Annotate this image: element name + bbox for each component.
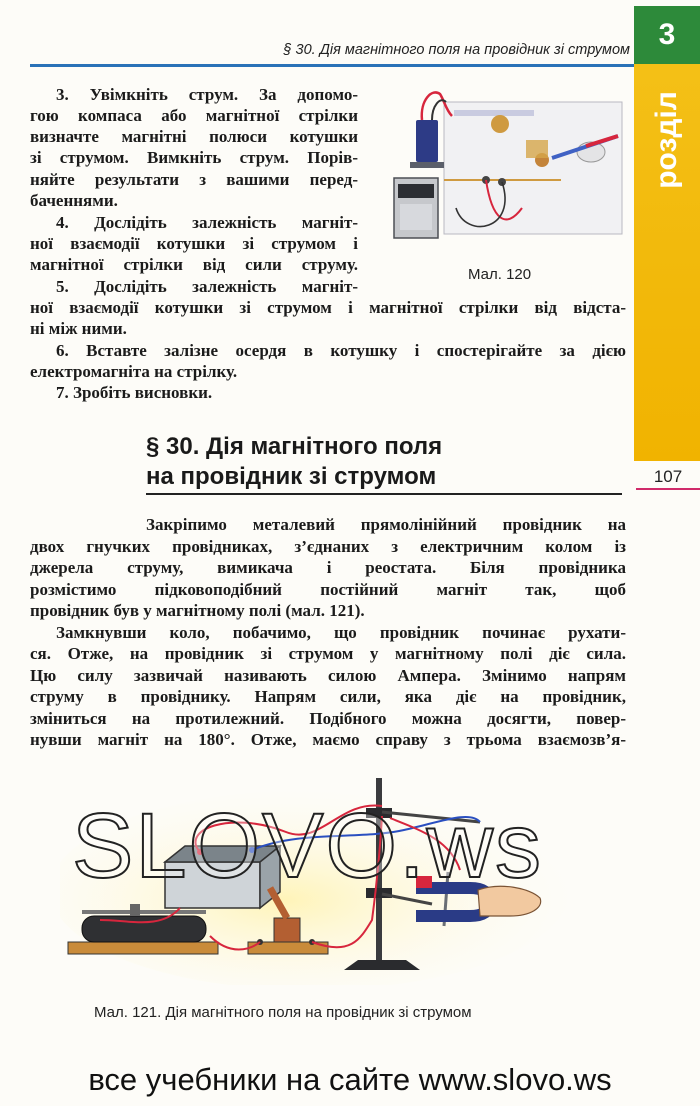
chapter-number: 3 — [634, 6, 700, 64]
paragraph-line-5: провідник був у магнітному полі (мал. 121). — [30, 601, 365, 620]
task-line-9: магнітної стрілки від сили струму. — [30, 255, 358, 274]
paragraph-line-8: Цю силу зазвичай називають силою Ампера. Змінимо напрям — [30, 666, 626, 685]
task-line-14: електромагніта на стрілку. — [30, 362, 238, 381]
figure-120-caption: Мал. 120 — [468, 266, 532, 283]
paragraph-line-7: ся. Отже, на провідник зі струмом у магнітному полі діє сила. — [30, 644, 626, 663]
task-line-15: 7. Зробіть висновки. — [56, 383, 213, 402]
chapter-word: розділ — [650, 91, 684, 189]
task-line-8: ної взаємодії котушки зі струмом і — [30, 234, 358, 253]
task-line-7: 4. Дослідіть залежність магніт- — [56, 213, 358, 232]
watermark-footer: все учебники на сайте www.slovo.ws — [88, 1062, 612, 1097]
paragraph-line-9: струму в провіднику. Напрям сили, яка діє на провідник, — [30, 687, 626, 706]
task-line-5: няйте результати з вашими перед- — [30, 170, 358, 189]
paragraph-line-11: нувши магніт на 180°. Отже, маємо справу з трьома взаємозв’я- — [30, 730, 626, 749]
task-line-3: визначте магнітні полюси котушки — [30, 127, 358, 146]
task-line-1: 3. Увімкніть струм. За допомо- — [56, 85, 358, 104]
paragraph-line-6: Замкнувши коло, побачимо, що провідник починає рухати- — [56, 623, 626, 642]
task-line-4: зі струмом. Вимкніть струм. Порів- — [30, 148, 358, 167]
paragraph-line-2: двох гнучких провідниках, з’єднаних з електричним колом із — [30, 537, 626, 556]
section-title-line-2: на провідник зі струмом — [146, 463, 437, 490]
task-line-6: баченнями. — [30, 191, 118, 210]
task-line-13: 6. Вставте залізне осердя в котушку і спостерігайте за дією — [56, 341, 626, 360]
section-title-line-1: § 30. Дія магнітного поля — [146, 433, 443, 460]
task-line-10: 5. Дослідіть залежність магніт- — [56, 277, 358, 296]
task-line-12: ні між ними. — [30, 319, 127, 338]
rheostat-icon — [68, 904, 218, 954]
paragraph-line-1: Закріпимо металевий прямолінійний провідник на — [146, 515, 626, 534]
page-number-rule — [636, 488, 700, 490]
header-rule — [30, 64, 634, 67]
task-line-2: гою компаса або магнітної стрілки — [30, 106, 358, 125]
figure-121-caption: Мал. 121. Дія магнітного поля на провідник зі струмом — [94, 1004, 472, 1021]
section-title-rule — [146, 493, 622, 495]
paragraph-line-4: розмістимо підковоподібний постійний магніт так, щоб — [30, 580, 626, 599]
page-number: 107 — [653, 467, 683, 486]
running-title: § 30. Дія магнітного поля на провідник зі струмом — [283, 42, 630, 58]
chapter-word-container — [634, 70, 700, 210]
section-title — [146, 432, 626, 492]
paragraph-line-10: зміниться на протилежний. Подібного можна досягти, повер- — [30, 709, 626, 728]
figure-120-photo — [386, 80, 626, 260]
paragraph-line-3: джерела струму, вимикача і реостата. Біля провідника — [30, 558, 626, 577]
task-line-11: ної взаємодії котушки зі струмом і магнітної стрілки від відста- — [30, 298, 626, 317]
watermark-overlay: SLOVO.ws — [72, 795, 544, 897]
